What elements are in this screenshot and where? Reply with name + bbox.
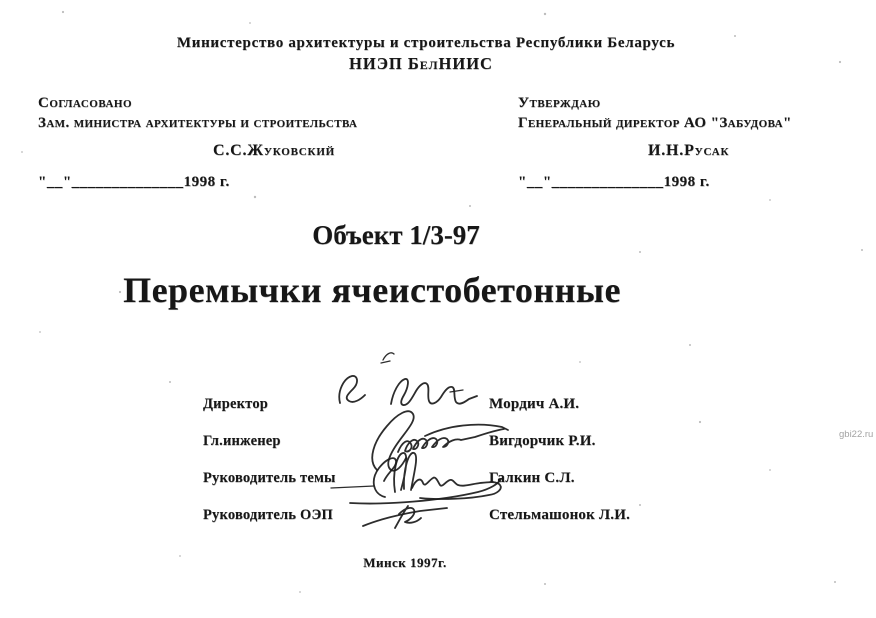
city-year-line: Минск 1997г. [363,555,447,570]
signature-role-oep-lead: Руководитель ОЭП [203,507,333,523]
approval-right-date-line: "__"______________1998 г. [518,174,710,190]
signature-name-galkin: Галкин С.Л. [489,470,575,486]
signature-scribble-chief-engineer-icon [372,411,508,470]
ministry-line: Министерство архитектуры и строительства Республики Беларусь [176,35,676,51]
approval-left-date-line: "__"______________1998 г. [38,174,230,190]
signature-scribble-oep-lead-icon [363,506,447,528]
institute-line: НИЭП БелНИИС [349,54,493,73]
signature-scribble-topic-lead-icon [331,453,501,504]
document-main-title: Перемычки ячеистобетонные [123,270,621,310]
pen-mark-icon [381,353,394,363]
approval-left-name: С.С.Жуковский [213,142,336,159]
signature-scribble-director-icon [339,376,477,405]
object-number-title: Объект 1/3-97 [312,220,480,250]
approval-left-heading: Согласовано [38,95,133,111]
signature-role-topic-lead: Руководитель темы [203,470,336,486]
approval-right-name: И.Н.Русак [648,142,730,159]
signature-role-chief-engineer: Гл.инженер [203,433,281,449]
signature-role-director: Директор [203,396,269,412]
approval-right-role: Генеральный директор АО "Забудова" [518,115,792,131]
signature-name-stelmashonok: Стельмашонок Л.И. [489,507,631,523]
site-watermark: gbi22.ru [839,429,874,440]
signature-name-vigdorchik: Вигдорчик Р.И. [489,433,596,449]
approval-right-heading: Утверждаю [518,95,601,111]
approval-left-role: Зам. министра архитектуры и строительства [38,115,358,131]
signature-name-mordich: Мордич А.И. [489,396,580,412]
